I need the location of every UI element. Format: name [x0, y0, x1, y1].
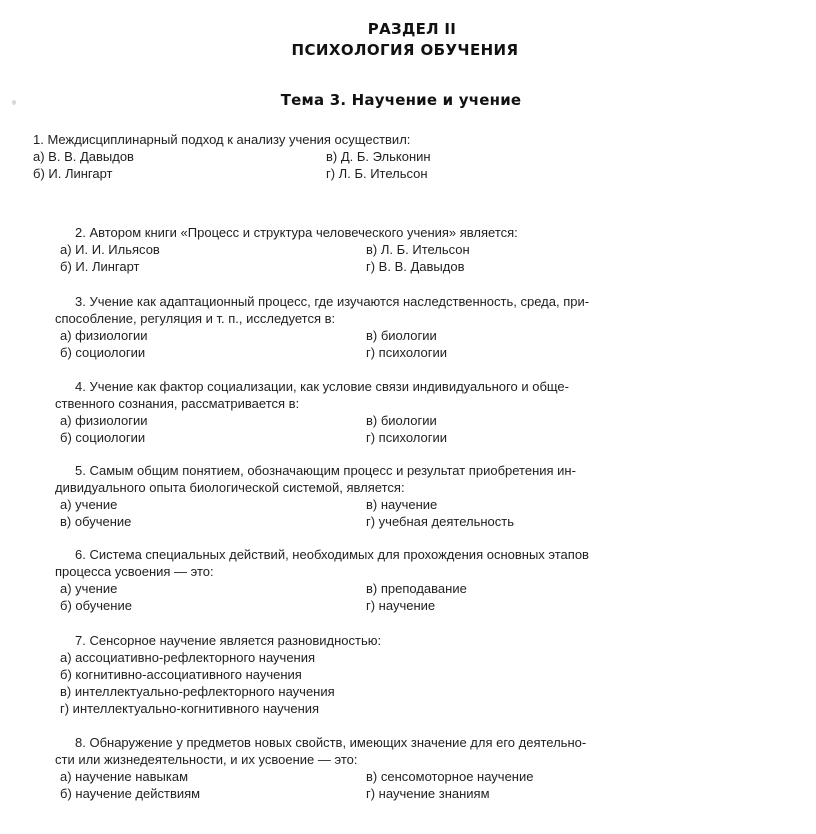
question-1: [33, 131, 793, 182]
option-a: а) научение навыкам: [60, 769, 189, 784]
option-v: в) интеллектуально-рефлекторного научения: [60, 684, 335, 699]
option-b: б) социологии: [60, 430, 146, 445]
question-stem: [55, 378, 815, 412]
option-g: г) Л. Б. Ительсон: [326, 166, 428, 181]
option-row: [55, 412, 815, 429]
option-v: в) Д. Б. Эльконин: [326, 149, 431, 164]
option-g: г) психологии: [366, 430, 448, 445]
question-stem: [55, 293, 815, 327]
option-row: [55, 513, 815, 530]
question-stem: [33, 131, 793, 148]
question-5: [55, 462, 815, 530]
stem-line: способление, регуляция и т. п., исследуется в:: [55, 311, 336, 326]
question-6: [55, 546, 815, 614]
option-g: г) научение: [366, 598, 436, 613]
option-a: а) И. И. Ильясов: [60, 242, 160, 257]
question-8: [55, 734, 815, 802]
option-row: [57, 241, 797, 258]
option-b: б) когнитивно-ассоциативного научения: [60, 667, 302, 682]
option-b: б) социологии: [60, 345, 146, 360]
option-row: [57, 258, 797, 275]
option-g: г) В. В. Давыдов: [366, 259, 465, 274]
option-row: [55, 597, 815, 614]
option-row: [33, 148, 793, 165]
option-v: в) сенсомоторное научение: [366, 769, 534, 784]
option-g: г) учебная деятельность: [366, 514, 515, 529]
question-7: [55, 632, 815, 717]
option-g: г) интеллектуально-когнитивного научения: [60, 701, 320, 716]
option-a: а) В. В. Давыдов: [33, 149, 134, 164]
option-row: [55, 344, 815, 361]
option-g: г) психологии: [366, 345, 448, 360]
option-row: [33, 165, 793, 182]
option-v: в) преподавание: [366, 581, 467, 596]
section-heading: РАЗДЕЛ II: [367, 20, 457, 38]
question-2: [57, 224, 797, 275]
stem-line: сти или жизнедеятельности, и их усвоение — это:: [55, 752, 358, 767]
question-stem: [55, 462, 815, 496]
stem-line: 2. Автором книги «Процесс и структура человеческого учения» является:: [75, 225, 518, 240]
stem-line: 7. Сенсорное научение является разновидностью:: [75, 633, 382, 648]
stem-line: 8. Обнаружение у предметов новых свойств, имеющих значение для его деятельно-: [75, 735, 587, 750]
stem-line: 3. Учение как адаптационный процесс, где изучаются наследственность, среда, при-: [75, 294, 590, 309]
option-b: б) научение действиям: [60, 786, 201, 801]
option-b: в) обучение: [60, 514, 132, 529]
option-v: в) биологии: [366, 328, 437, 343]
option-v: в) Л. Б. Ительсон: [366, 242, 470, 257]
option-a: а) физиологии: [60, 328, 148, 343]
option-row: [55, 327, 815, 344]
question-stem: [55, 734, 815, 768]
option-row: [55, 580, 815, 597]
stem-line: 1. Междисциплинарный подход к анализу учения осуществил:: [33, 132, 411, 147]
stem-line: ственного сознания, рассматривается в:: [55, 396, 300, 411]
option-a: а) учение: [60, 497, 118, 512]
option-row: [55, 768, 815, 785]
section-title: ПСИХОЛОГИЯ ОБУЧЕНИЯ: [291, 41, 519, 59]
option-a: а) учение: [60, 581, 118, 596]
option-b: б) обучение: [60, 598, 132, 613]
option-b: б) И. Лингарт: [33, 166, 113, 181]
stem-line: 5. Самым общим понятием, обозначающим процесс и результат приобретения ин-: [75, 463, 576, 478]
option-g: г) научение знаниям: [366, 786, 490, 801]
question-stem: [55, 546, 815, 580]
option-row: [55, 429, 815, 446]
question-stem: [55, 632, 815, 649]
option-row: [55, 785, 815, 802]
option-v: в) биологии: [366, 413, 437, 428]
question-4: [55, 378, 815, 446]
question-3: [55, 293, 815, 361]
option-v: в) научение: [366, 497, 438, 512]
stem-line: 4. Учение как фактор социализации, как условие связи индивидуального и обще-: [75, 379, 569, 394]
option-list: [55, 649, 815, 717]
question-stem: [57, 224, 797, 241]
stem-line: дивидуального опыта биологической системой, является:: [55, 480, 405, 495]
option-b: б) И. Лингарт: [60, 259, 140, 274]
option-a: а) физиологии: [60, 413, 148, 428]
stem-line: процесса усвоения — это:: [55, 564, 214, 579]
stem-line: 6. Система специальных действий, необходимых для прохождения основных этапов: [75, 547, 589, 562]
option-row: [55, 496, 815, 513]
topic-title: Тема 3. Научение и учение: [280, 91, 522, 109]
option-a: а) ассоциативно-рефлекторного научения: [60, 650, 316, 665]
